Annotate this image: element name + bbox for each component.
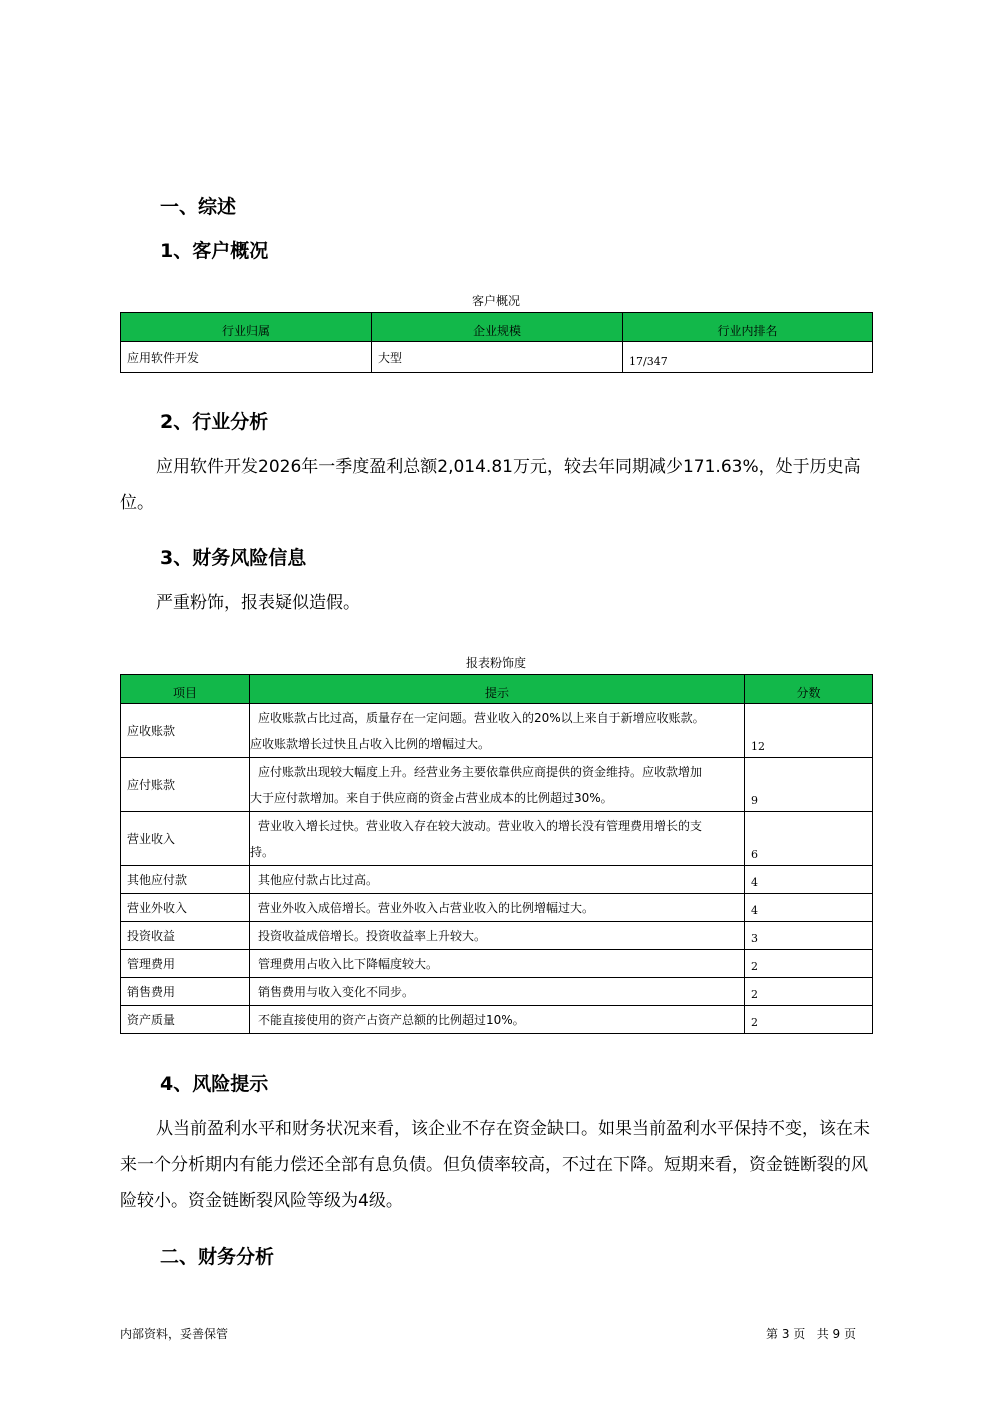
risk-warning-text: 从当前盈利水平和财务状况来看，该企业不存在资金缺口。如果当前盈利水平保持不变，该在未来一个分析期内有能力偿还全部有息负债。但负债率较高，不过在下降。短期来看，资金链断裂的风险较小。资金链断裂风险等级为4级。 (120, 1119, 870, 1211)
cell-score: 3 (745, 922, 873, 950)
cell-score: 2 (745, 1006, 873, 1034)
cell-score: 9 (745, 758, 873, 812)
cell-score: 4 (745, 866, 873, 894)
table-row (121, 758, 873, 812)
cell-score: 12 (745, 704, 873, 758)
cell-score: 2 (745, 950, 873, 978)
tip-line: 其他应付款占比过高。 (258, 873, 379, 887)
table-row (121, 922, 873, 950)
tip-line: 持。 (250, 845, 275, 859)
tip-line: 应收账款占比过高，质量存在一定问题。营业收入的20%以上来自于新增应收账款。 (258, 711, 705, 725)
table-row (121, 950, 873, 978)
whitewash-table-caption: 报表粉饰度 (465, 656, 526, 670)
tip-line: 大于应付款增加。来自于供应商的资金占营业成本的比例超过30%。 (250, 791, 613, 805)
tip-line: 管理费用占收入比下降幅度较大。 (258, 957, 439, 971)
cell-tip (250, 758, 745, 812)
cell-tip (250, 894, 745, 922)
tip-line: 应付账款出现较大幅度上升。经营业务主要依靠供应商提供的资金维持。应收款增加 (258, 765, 703, 779)
col-header-scale: 企业规模 (372, 313, 623, 342)
cell-tip (250, 704, 745, 758)
cell-tip (250, 922, 745, 950)
cell-tip (250, 978, 745, 1006)
col-header-tip: 提示 (250, 675, 745, 704)
subsection-industry-analysis: 2、行业分析 (160, 411, 269, 433)
footer-page-number: 第 3 页 共 9 页 (766, 1327, 856, 1341)
table-row (121, 978, 873, 1006)
whitewash-table (120, 674, 873, 1034)
cell-item: 投资收益 (121, 922, 250, 950)
table-row (121, 812, 873, 866)
customer-table (120, 312, 873, 373)
cell-item: 资产质量 (121, 1006, 250, 1034)
cell-tip (250, 866, 745, 894)
tip-line: 营业外收入成倍增长。营业外收入占营业收入的比例增幅过大。 (258, 901, 595, 915)
cell-tip (250, 950, 745, 978)
cell-industry: 应用软件开发 (121, 342, 372, 373)
cell-item: 应收账款 (121, 704, 250, 758)
cell-rank: 17/347 (623, 342, 873, 373)
tip-line: 营业收入增长过快。营业收入存在较大波动。营业收入的增长没有管理费用增长的支 (258, 819, 703, 833)
col-header-item: 项目 (121, 675, 250, 704)
table-row (121, 704, 873, 758)
table-row (121, 894, 873, 922)
subsection-financial-risk: 3、财务风险信息 (160, 547, 307, 569)
cell-item: 其他应付款 (121, 866, 250, 894)
cell-tip (250, 812, 745, 866)
tip-line: 销售费用与收入变化不同步。 (258, 985, 415, 999)
col-header-rank: 行业内排名 (623, 313, 873, 342)
section-title-financial-analysis: 二、财务分析 (160, 1246, 275, 1268)
tip-line: 应收账款增长过快且占收入比例的增幅过大。 (250, 737, 491, 751)
footer-left: 内部资料，妥善保管 (120, 1327, 229, 1341)
financial-risk-text: 严重粉饰，报表疑似造假。 (156, 593, 360, 613)
subsection-customer-overview: 1、客户概况 (160, 240, 269, 262)
cell-scale: 大型 (372, 342, 623, 373)
cell-tip (250, 1006, 745, 1034)
cell-score: 2 (745, 978, 873, 1006)
cell-item: 应付账款 (121, 758, 250, 812)
cell-score: 4 (745, 894, 873, 922)
cell-item: 销售费用 (121, 978, 250, 1006)
col-header-industry: 行业归属 (121, 313, 372, 342)
section-title-overview: 一、综述 (160, 196, 237, 218)
tip-line: 不能直接使用的资产占资产总额的比例超过10%。 (258, 1013, 525, 1027)
table-row (121, 866, 873, 894)
col-header-score: 分数 (745, 675, 873, 704)
customer-table-caption: 客户概况 (471, 294, 520, 308)
subsection-risk-warning: 4、风险提示 (160, 1073, 269, 1095)
industry-analysis-text: 应用软件开发2026年一季度盈利总额2,014.81万元，较去年同期减少171.63%，处于历史高位。 (120, 457, 861, 513)
cell-score: 6 (745, 812, 873, 866)
cell-item: 营业外收入 (121, 894, 250, 922)
cell-item: 营业收入 (121, 812, 250, 866)
tip-line: 投资收益成倍增长。投资收益率上升较大。 (258, 929, 487, 943)
table-row (121, 342, 873, 373)
table-row (121, 1006, 873, 1034)
cell-item: 管理费用 (121, 950, 250, 978)
